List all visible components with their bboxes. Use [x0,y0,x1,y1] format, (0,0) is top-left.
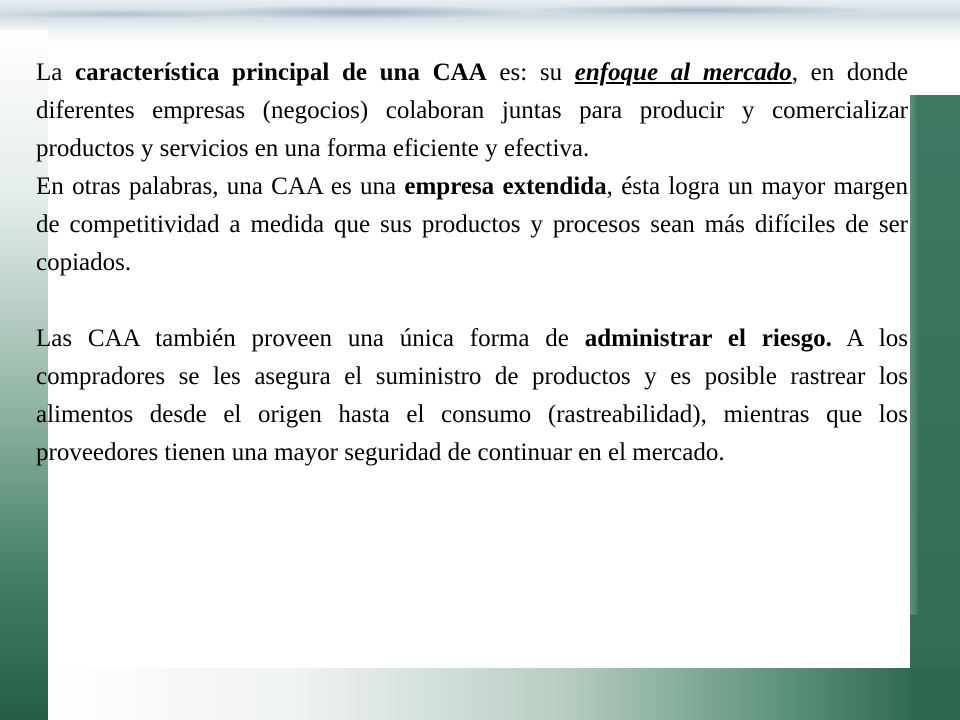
emphasis-market-focus: enfoque al mercado [574,59,792,86]
bottom-right-corner [910,668,960,720]
paragraph-risk-management [36,320,908,472]
text-segment: , en donde diferentes empresas (negocios) colaboran juntas para producir y comercializar productos y servicios en una forma eficiente y efectiva. [36,59,908,162]
text-segment: En otras palabras, una CAA es una [36,173,405,200]
text-segment: La [36,59,76,86]
paragraph-spacer [36,282,908,320]
text-segment: , ésta logra un mayor margen de competitividad a medida que sus productos y procesos sean más difíciles de ser copiados. [36,173,908,276]
top-band-streaks [0,0,960,44]
text-segment: Las CAA también proveen una única forma de [36,325,585,352]
bottom-decorative-band [48,668,910,720]
bold-term-risk-management: administrar el riesgo. [584,325,832,352]
text-segment: es: su [486,59,575,86]
text-segment: A los compradores se les asegura el suministro de productos y es posible rastrear los alimentos desde el origen hasta el consumo (rastreabilidad), mientras que los proveedores tienen una mayor seguridad de continuar en el mercado. [36,325,908,466]
right-bar-highlight [910,95,918,615]
bold-term-extended-enterprise: empresa extendida [404,173,607,200]
paragraph-extended-enterprise [36,168,908,282]
slide-body [36,54,908,472]
paragraph-caa-characteristic [36,54,908,168]
bold-term-characteristic: característica principal de una CAA [75,59,487,86]
